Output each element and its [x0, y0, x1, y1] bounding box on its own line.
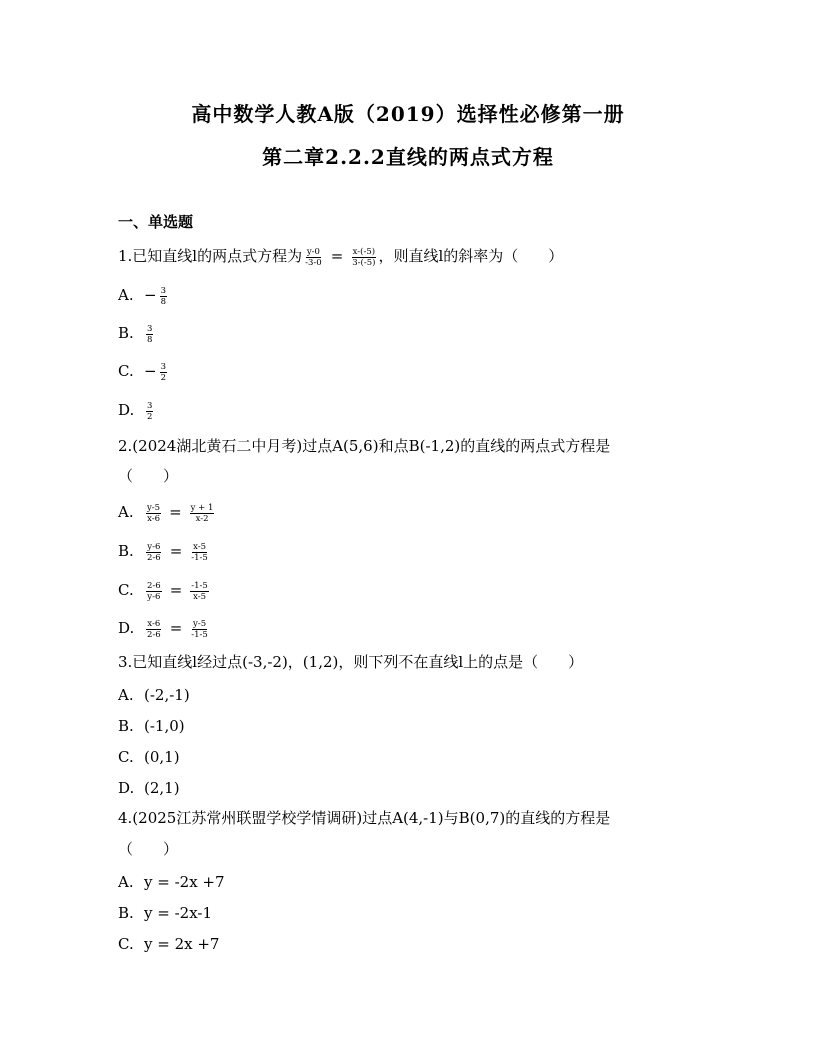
right-fraction [190, 581, 209, 602]
equals-sign: = [169, 542, 183, 560]
q3-option-b [118, 716, 185, 736]
option-label: C. [118, 748, 134, 766]
option-label: B. [118, 324, 134, 342]
q3-option-a [118, 685, 190, 705]
q1-stem-suffix: ，则直线l的斜率为（ ） [378, 247, 564, 265]
equals-sign: = [169, 503, 182, 521]
option-label: C. [118, 935, 134, 953]
q1-option-b-fraction [146, 324, 153, 345]
option-text: (-2,-1) [144, 686, 190, 704]
frac-den: 2-6 [147, 629, 161, 640]
frac-den: -1-5 [191, 629, 208, 640]
q1-frac1-den: -3-0 [305, 257, 322, 268]
right-fraction [190, 619, 209, 640]
option-text: (0,1) [144, 748, 180, 766]
q1-option-a-fraction [160, 286, 167, 307]
frac-den: 2-6 [147, 552, 161, 563]
frac-den: x-5 [193, 591, 207, 602]
left-fraction [146, 581, 162, 602]
frac-num: -1-5 [191, 580, 208, 591]
frac-num: 2-6 [147, 580, 161, 591]
option-label: B. [118, 717, 134, 735]
frac-num: x-5 [193, 541, 207, 552]
option-label: C. [118, 581, 134, 599]
q1-option-b [118, 323, 155, 345]
option-label: A. [118, 286, 134, 304]
option-label: C. [118, 362, 134, 380]
q2-option-b [118, 541, 211, 563]
chapter-subtitle: 第二章2.2.2直线的两点式方程 [262, 145, 554, 169]
frac-den: 8 [160, 296, 166, 307]
q1-option-d [118, 400, 155, 422]
frac-den: 2 [147, 411, 153, 422]
frac-den: -1-5 [191, 552, 208, 563]
frac-num: y-5 [147, 502, 161, 513]
section-heading: 一、单选题 [118, 213, 194, 231]
frac-den: 2 [160, 372, 166, 383]
option-label: D. [118, 779, 135, 797]
q2-option-d [118, 618, 211, 640]
minus-sign: − [144, 286, 157, 304]
option-label: A. [118, 873, 134, 891]
option-label: D. [118, 619, 135, 637]
frac-num: y-5 [193, 618, 207, 629]
option-text: (2,1) [144, 779, 180, 797]
left-fraction [146, 619, 162, 640]
question-2-stem-line1: 2.(2024湖北黄石二中月考)过点A(5,6)和点B(-1,2)的直线的两点式方程是 [118, 437, 611, 455]
option-label: A. [118, 686, 134, 704]
right-fraction [190, 542, 209, 563]
q4-option-b [118, 903, 212, 923]
q1-fraction-2 [351, 247, 376, 268]
question-2-stem-line2: （ ） [118, 467, 179, 485]
q1-option-d-fraction [146, 401, 153, 422]
question-4-stem-line2: （ ） [118, 840, 179, 858]
q3-option-d [118, 778, 180, 798]
frac-num: 3 [160, 361, 166, 372]
document-title: 高中数学人教A版（2019）选择性必修第一册 [191, 102, 625, 126]
option-label: B. [118, 542, 134, 560]
option-text: y = 2x +7 [144, 935, 220, 953]
frac-den: x-2 [195, 513, 209, 524]
question-4-stem-line1: 4.(2025江苏常州联盟学校学情调研)过点A(4,-1)与B(0,7)的直线的方程是 [118, 809, 611, 827]
frac-num: y-6 [147, 541, 161, 552]
frac-den: x-6 [147, 513, 161, 524]
right-fraction [190, 503, 215, 524]
q1-equals: = [330, 247, 344, 265]
q4-option-c [118, 934, 219, 954]
frac-num: x-6 [147, 618, 161, 629]
q1-option-c-fraction [160, 362, 167, 383]
frac-num: y + 1 [190, 502, 214, 513]
option-text: y = -2x-1 [144, 904, 212, 922]
left-fraction [146, 542, 162, 563]
q1-frac2-num: x-(-5) [352, 246, 376, 257]
question-1-stem [118, 246, 563, 268]
q2-option-c [118, 580, 211, 602]
q3-option-c [118, 747, 180, 767]
frac-num: 3 [160, 285, 166, 296]
equals-sign: = [169, 581, 183, 599]
option-text: (-1,0) [144, 717, 185, 735]
q4-option-a [118, 872, 225, 892]
q1-fraction-1 [304, 247, 323, 268]
equals-sign: = [169, 619, 183, 637]
option-text: y = -2x +7 [144, 873, 225, 891]
option-label: D. [118, 401, 135, 419]
q1-stem-prefix: 1.已知直线l的两点式方程为 [118, 247, 303, 265]
minus-sign: − [144, 362, 157, 380]
q1-frac1-num: y-0 [306, 246, 320, 257]
q1-option-a [118, 285, 169, 307]
option-label: A. [118, 503, 134, 521]
left-fraction [146, 503, 161, 524]
q2-option-a [118, 502, 216, 524]
question-3-stem: 3.已知直线l经过点(-3,-2)，(1,2)，则下列不在直线l上的点是（ ） [118, 653, 584, 671]
frac-den: 8 [147, 334, 153, 345]
frac-num: 3 [147, 323, 153, 334]
q1-frac2-den: 3-(-5) [352, 257, 376, 268]
frac-num: 3 [147, 400, 153, 411]
option-label: B. [118, 904, 134, 922]
q1-option-c [118, 361, 169, 383]
frac-den: y-6 [147, 591, 161, 602]
